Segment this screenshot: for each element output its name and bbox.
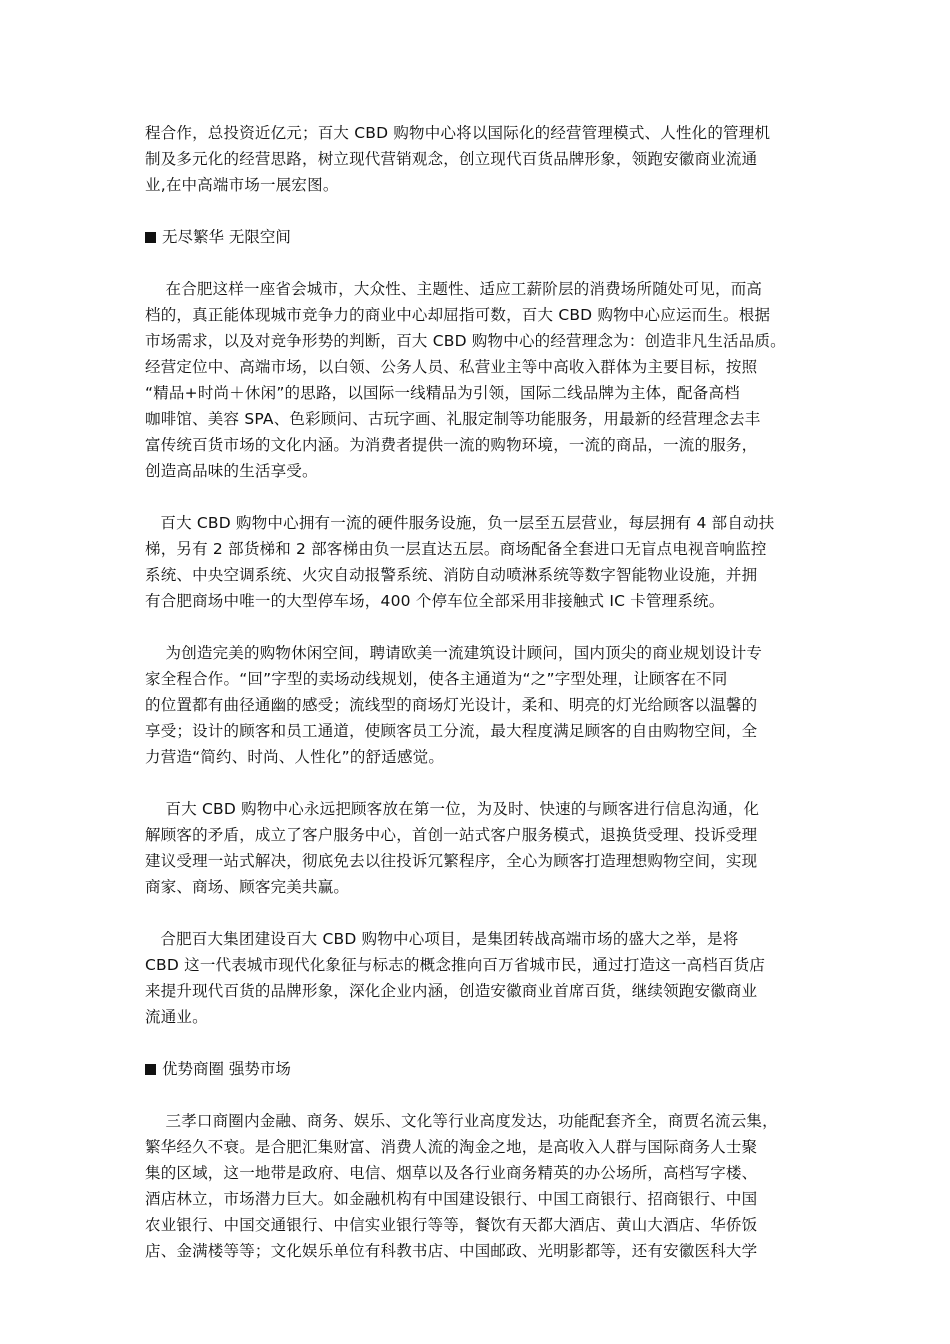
paragraph-line: 集的区域，这一地带是政府、电信、烟草以及各行业商务精英的办公场所，高档写字楼、 <box>145 1164 758 1182</box>
paragraph-line: 酒店林立，市场潜力巨大。如金融机构有中国建设银行、中国工商银行、招商银行、中国 <box>145 1190 758 1208</box>
document-page <box>145 120 813 1264</box>
paragraph-line: 经营定位中、高端市场，以白领、公务人员、私营业主等中高收入群体为主要目标，按照 <box>145 358 758 376</box>
paragraph-line: 合肥百大集团建设百大 CBD 购物中心项目，是集团转战高端市场的盛大之举，是将 <box>145 930 739 948</box>
paragraph-line: 来提升现代百货的品牌形象，深化企业内涵，创造安徽商业首席百货，继续领跑安徽商业 <box>145 982 758 1000</box>
paragraph-line: “精品+时尚＋休闲”的思路，以国际一线精品为引领，国际二线品牌为主体，配备高档 <box>145 384 740 402</box>
paragraph-line: 富传统百货市场的文化内涵。为消费者提供一流的购物环境，一流的商品，一流的服务， <box>145 436 758 454</box>
block-spacer <box>145 900 813 926</box>
paragraph-line: 农业银行、中国交通银行、中信实业银行等等，餐饮有天都大酒店、黄山大酒店、华侨饭 <box>145 1216 758 1234</box>
paragraph <box>145 796 813 900</box>
paragraph-line: 的位置都有曲径通幽的感受；流线型的商场灯光设计，柔和、明亮的灯光给顾客以温馨的 <box>145 696 758 714</box>
paragraph-line: CBD 这一代表城市现代化象征与标志的概念推向百万省城市民，通过打造这一高档百货店 <box>145 956 766 974</box>
paragraph-line: 流通业。 <box>145 1008 208 1026</box>
paragraph-line: 创造高品味的生活享受。 <box>145 462 318 480</box>
paragraph-line: 店、金满楼等等；文化娱乐单位有科教书店、中国邮政、光明影都等，还有安徽医科大学 <box>145 1242 758 1260</box>
paragraph-line: 建议受理一站式解决，彻底免去以往投诉冗繁程序，全心为顾客打造理想购物空间，实现 <box>145 852 758 870</box>
paragraph <box>145 926 813 1030</box>
paragraph-line: 档的，真正能体现城市竞争力的商业中心却屈指可数，百大 CBD 购物中心应运而生。根据 <box>145 306 771 324</box>
paragraph-line: 繁华经久不衰。是合肥汇集财富、消费人流的淘金之地，是高收入人群与国际商务人士聚 <box>145 1138 758 1156</box>
paragraph-line: 咖啡馆、美容 SPA、色彩顾问、古玩字画、礼服定制等功能服务，用最新的经营理念去丰 <box>145 410 761 428</box>
paragraph-line: 百大 CBD 购物中心永远把顾客放在第一位，为及时、快速的与顾客进行信息沟通，化 <box>145 800 760 818</box>
paragraph-line: 力营造“简约、时尚、人性化”的舒适感觉。 <box>145 748 445 766</box>
block-spacer <box>145 1082 813 1108</box>
paragraph <box>145 120 813 198</box>
block-spacer <box>145 1030 813 1056</box>
paragraph-line: 市场需求，以及对竞争形势的判断，百大 CBD 购物中心的经营理念为：创造非凡生活品质。 <box>145 332 786 350</box>
block-spacer <box>145 484 813 510</box>
block-spacer <box>145 198 813 224</box>
paragraph-line: 在合肥这样一座省会城市，大众性、主题性、适应工薪阶层的消费场所随处可见，而高 <box>145 280 763 298</box>
paragraph-line: 有合肥商场中唯一的大型停车场，400 个停车位全部采用非接触式 IC 卡管理系统。 <box>145 592 725 610</box>
section-heading <box>145 224 813 250</box>
paragraph <box>145 640 813 770</box>
paragraph <box>145 1108 813 1264</box>
paragraph-line: 为创造完美的购物休闲空间，聘请欧美一流建筑设计顾问，国内顶尖的商业规划设计专 <box>145 644 763 662</box>
paragraph <box>145 276 813 484</box>
paragraph-line: 解顾客的矛盾，成立了客户服务中心，首创一站式客户服务模式，退换货受理、投诉受理 <box>145 826 758 844</box>
paragraph-line: 家全程合作。“回”字型的卖场动线规划，使各主通道为“之”字型处理，让顾客在不同 <box>145 670 728 688</box>
paragraph-line: 制及多元化的经营思路，树立现代营销观念，创立现代百货品牌形象，领跑安徽商业流通 <box>145 150 758 168</box>
paragraph-line: 业,在中高端市场一展宏图。 <box>145 176 339 194</box>
paragraph <box>145 510 813 614</box>
block-spacer <box>145 614 813 640</box>
paragraph-line: 三孝口商圈内金融、商务、娱乐、文化等行业高度发达，功能配套齐全，商贾名流云集， <box>145 1112 778 1130</box>
section-heading-text: 优势商圈 强势市场 <box>162 1060 291 1078</box>
bullet-square-icon <box>145 232 156 243</box>
block-spacer <box>145 770 813 796</box>
section-heading-text: 无尽繁华 无限空间 <box>162 228 291 246</box>
paragraph-line: 系统、中央空调系统、火灾自动报警系统、消防自动喷淋系统等数字智能物业设施，并拥 <box>145 566 758 584</box>
paragraph-line: 享受；设计的顾客和员工通道，使顾客员工分流，最大程度满足顾客的自由购物空间，全 <box>145 722 758 740</box>
paragraph-line: 梯，另有 2 部货梯和 2 部客梯由负一层直达五层。商场配备全套进口无盲点电视音响监控 <box>145 540 767 558</box>
paragraph-line: 商家、商场、顾客完美共赢。 <box>145 878 350 896</box>
paragraph-line: 百大 CBD 购物中心拥有一流的硬件服务设施，负一层至五层营业，每层拥有 4 部自动扶 <box>145 514 775 532</box>
section-heading <box>145 1056 813 1082</box>
bullet-square-icon <box>145 1064 156 1075</box>
paragraph-line: 程合作，总投资近亿元；百大 CBD 购物中心将以国际化的经营管理模式、人性化的管理机 <box>145 124 771 142</box>
block-spacer <box>145 250 813 276</box>
